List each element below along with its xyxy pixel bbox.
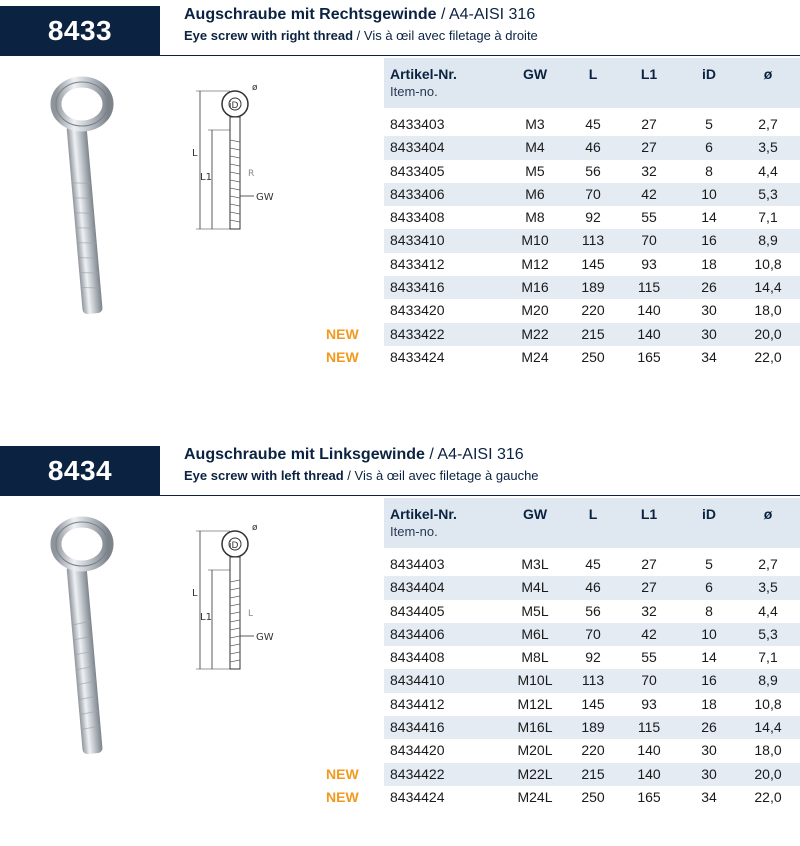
table-header xyxy=(384,498,800,548)
cell-l: 45 xyxy=(585,116,601,132)
cell-id: 34 xyxy=(701,348,717,365)
cell-gw: M5L xyxy=(521,602,549,619)
cell-id: 6 xyxy=(705,139,713,156)
col-l: L xyxy=(588,66,598,82)
cell-l: 189 xyxy=(581,719,605,736)
cell-diameter: 14,4 xyxy=(754,279,782,296)
cell-article: 8433416 xyxy=(390,279,445,296)
cell-l: 46 xyxy=(585,579,601,596)
cell-gw: M4 xyxy=(525,139,545,156)
cell-l: 113 xyxy=(581,232,605,249)
cell-diameter: 10,8 xyxy=(754,255,782,272)
cell-article: 8433404 xyxy=(390,139,445,156)
cell-l: 220 xyxy=(581,742,605,759)
cell-gw: M8L xyxy=(521,649,549,666)
cell-gw: M3L xyxy=(521,556,549,572)
cell-diameter: 18,0 xyxy=(754,742,782,759)
cell-l1: 55 xyxy=(641,649,657,666)
cell-l1: 115 xyxy=(637,719,661,736)
table-row xyxy=(384,160,800,183)
cell-l1: 42 xyxy=(641,185,657,202)
table-row xyxy=(384,113,800,136)
cell-l: 250 xyxy=(581,788,605,805)
cell-id: 8 xyxy=(705,162,713,179)
drawing-label-thread: L xyxy=(248,609,254,619)
header-rule xyxy=(160,55,800,56)
drawing-label-gw: GW xyxy=(256,632,274,643)
cell-l1: 27 xyxy=(641,116,657,132)
table-row xyxy=(326,763,800,786)
cell-id: 6 xyxy=(705,579,713,596)
cell-l1: 55 xyxy=(641,209,657,226)
cell-diameter: 2,7 xyxy=(758,116,778,132)
col-gw: GW xyxy=(522,66,548,82)
cell-diameter: 7,1 xyxy=(758,649,778,666)
col-id: iD xyxy=(702,506,716,522)
cell-l: 45 xyxy=(585,556,601,572)
cell-id: 14 xyxy=(701,209,717,226)
cell-diameter: 14,4 xyxy=(754,719,782,736)
table-row xyxy=(384,253,800,276)
cell-article: 8433405 xyxy=(390,162,445,179)
cell-l: 70 xyxy=(585,625,601,642)
cell-diameter: 20,0 xyxy=(754,325,782,342)
cell-id: 26 xyxy=(701,719,717,736)
table-body xyxy=(326,553,800,809)
product-code-badge: 8433 xyxy=(0,6,160,56)
col-l1: L1 xyxy=(640,506,658,522)
table-row xyxy=(384,183,800,206)
cell-l1: 93 xyxy=(641,255,657,272)
header-rule xyxy=(160,495,800,496)
drawing-label-l1: L1 xyxy=(200,172,212,183)
cell-article: 8434410 xyxy=(390,672,445,689)
drawing-label-thread: R xyxy=(248,169,255,179)
cell-l1: 27 xyxy=(641,556,657,572)
col-diameter: ø xyxy=(763,506,773,522)
cell-article: 8434424 xyxy=(390,788,445,805)
cell-diameter: 3,5 xyxy=(758,139,778,156)
cell-gw: M20L xyxy=(517,742,553,759)
cell-article: 8434416 xyxy=(390,719,445,736)
cell-article: 8433420 xyxy=(390,302,445,319)
cell-article: 8434404 xyxy=(390,579,445,596)
cell-l1: 27 xyxy=(641,579,657,596)
cell-id: 5 xyxy=(705,116,713,132)
cell-gw: M4L xyxy=(521,579,549,596)
table-row xyxy=(384,206,800,229)
drawing-label-id: iD xyxy=(229,101,239,111)
table-row xyxy=(384,623,800,646)
product-subtitle xyxy=(184,28,538,43)
drawing-label-l: L xyxy=(192,148,198,159)
table-row xyxy=(384,600,800,623)
cell-l1: 27 xyxy=(641,139,657,156)
cell-article: 8434405 xyxy=(390,602,445,619)
cell-article: 8434408 xyxy=(390,649,445,666)
drawing-label-id: iD xyxy=(229,541,239,551)
cell-id: 16 xyxy=(701,232,717,249)
cell-l: 92 xyxy=(585,649,601,666)
cell-article: 8434422 xyxy=(390,765,445,782)
spec-table xyxy=(326,58,800,369)
cell-id: 16 xyxy=(701,672,717,689)
product-subtitle-en: Eye screw with left thread xyxy=(184,468,344,483)
product-subtitle-fr: / Vis à œil avec filetage à droite xyxy=(353,28,538,43)
cell-gw: M24 xyxy=(521,348,549,365)
table-row xyxy=(326,323,800,346)
cell-gw: M12 xyxy=(521,255,549,272)
cell-article: 8433422 xyxy=(390,325,445,342)
cell-id: 18 xyxy=(701,255,717,272)
col-article: Artikel-Nr. xyxy=(390,506,457,522)
table-row xyxy=(384,576,800,599)
table-row xyxy=(384,739,800,762)
product-code-badge: 8434 xyxy=(0,446,160,496)
col-item-no: Item-no. xyxy=(390,524,438,539)
product-title-material: / A4-AISI 316 xyxy=(424,446,524,463)
cell-gw: M24L xyxy=(517,788,553,805)
new-badge: NEW xyxy=(326,765,359,782)
cell-diameter: 5,3 xyxy=(758,185,778,202)
cell-l1: 165 xyxy=(637,788,661,805)
cell-l1: 70 xyxy=(641,232,657,249)
cell-id: 5 xyxy=(705,556,713,572)
product-title xyxy=(184,446,524,464)
cell-diameter: 7,1 xyxy=(758,209,778,226)
table-row xyxy=(384,646,800,669)
cell-l1: 70 xyxy=(641,672,657,689)
drawing-label-gw: GW xyxy=(256,192,274,203)
cell-article: 8434403 xyxy=(390,556,445,572)
product-subtitle xyxy=(184,468,539,483)
cell-gw: M12L xyxy=(517,695,553,712)
eye-screw-drawing xyxy=(180,78,290,238)
cell-gw: M16 xyxy=(521,279,549,296)
cell-gw: M16L xyxy=(517,719,553,736)
cell-l1: 32 xyxy=(641,602,657,619)
drawing-label-l: L xyxy=(192,588,198,599)
cell-l: 56 xyxy=(585,162,601,179)
new-badge: NEW xyxy=(326,788,359,805)
table-row xyxy=(384,553,800,576)
cell-l: 70 xyxy=(585,185,601,202)
cell-l1: 140 xyxy=(637,765,661,782)
new-badge: NEW xyxy=(326,348,359,365)
cell-gw: M10L xyxy=(517,672,553,689)
cell-id: 30 xyxy=(701,325,717,342)
cell-diameter: 4,4 xyxy=(758,602,778,619)
cell-article: 8434420 xyxy=(390,742,445,759)
product-section-8433 xyxy=(0,0,800,420)
new-badge: NEW xyxy=(326,325,359,342)
eye-screw-drawing xyxy=(180,518,290,678)
cell-l: 215 xyxy=(581,325,605,342)
cell-id: 10 xyxy=(701,185,717,202)
cell-gw: M22L xyxy=(517,765,553,782)
drawing-label-l1: L1 xyxy=(200,612,212,623)
cell-diameter: 8,9 xyxy=(758,232,778,249)
cell-diameter: 4,4 xyxy=(758,162,778,179)
col-id: iD xyxy=(702,66,716,82)
product-title-de: Augschraube mit Rechtsgewinde xyxy=(184,6,437,23)
product-subtitle-en: Eye screw with right thread xyxy=(184,28,354,43)
product-subtitle-fr: / Vis à œil avec filetage à gauche xyxy=(343,468,539,483)
cell-article: 8433410 xyxy=(390,232,445,249)
cell-diameter: 3,5 xyxy=(758,579,778,596)
cell-gw: M6 xyxy=(525,185,545,202)
cell-id: 18 xyxy=(701,695,717,712)
cell-l: 215 xyxy=(581,765,605,782)
col-article: Artikel-Nr. xyxy=(390,66,457,82)
product-section-8434 xyxy=(0,440,800,846)
cell-id: 30 xyxy=(701,765,717,782)
cell-l1: 140 xyxy=(637,742,661,759)
cell-l: 220 xyxy=(581,302,605,319)
table-row xyxy=(384,229,800,252)
cell-id: 14 xyxy=(701,649,717,666)
product-title xyxy=(184,6,535,24)
col-l: L xyxy=(588,506,598,522)
col-item-no: Item-no. xyxy=(390,84,438,99)
cell-l: 113 xyxy=(581,672,605,689)
eye-screw-photo xyxy=(40,72,130,322)
col-l1: L1 xyxy=(640,66,658,82)
cell-id: 26 xyxy=(701,279,717,296)
product-title-de: Augschraube mit Linksgewinde xyxy=(184,446,425,463)
cell-gw: M22 xyxy=(521,325,549,342)
cell-gw: M8 xyxy=(525,209,545,226)
cell-id: 34 xyxy=(701,788,717,805)
cell-l1: 140 xyxy=(637,302,661,319)
table-row xyxy=(384,136,800,159)
cell-article: 8433403 xyxy=(390,116,445,132)
cell-l: 46 xyxy=(585,139,601,156)
cell-diameter: 22,0 xyxy=(754,788,782,805)
cell-diameter: 10,8 xyxy=(754,695,782,712)
table-header xyxy=(384,58,800,108)
cell-gw: M3 xyxy=(525,116,545,132)
spec-table xyxy=(326,498,800,809)
cell-id: 10 xyxy=(701,625,717,642)
cell-article: 8433412 xyxy=(390,255,445,272)
cell-gw: M10 xyxy=(521,232,549,249)
cell-article: 8433408 xyxy=(390,209,445,226)
cell-l: 56 xyxy=(585,602,601,619)
table-row xyxy=(326,786,800,809)
drawing-label-diameter: ø xyxy=(252,83,258,93)
cell-diameter: 18,0 xyxy=(754,302,782,319)
cell-article: 8433406 xyxy=(390,185,445,202)
cell-l1: 115 xyxy=(637,279,661,296)
cell-l: 250 xyxy=(581,348,605,365)
cell-l1: 42 xyxy=(641,625,657,642)
cell-gw: M6L xyxy=(521,625,549,642)
cell-l1: 165 xyxy=(637,348,661,365)
eye-screw-photo xyxy=(40,512,130,762)
cell-diameter: 20,0 xyxy=(754,765,782,782)
cell-article: 8433424 xyxy=(390,348,445,365)
col-diameter: ø xyxy=(763,66,773,82)
table-row xyxy=(384,716,800,739)
cell-l: 145 xyxy=(581,695,605,712)
cell-diameter: 8,9 xyxy=(758,672,778,689)
product-title-material: / A4-AISI 316 xyxy=(436,6,536,23)
cell-id: 8 xyxy=(705,602,713,619)
cell-l1: 93 xyxy=(641,695,657,712)
cell-article: 8434406 xyxy=(390,625,445,642)
cell-l: 189 xyxy=(581,279,605,296)
table-row xyxy=(384,693,800,716)
table-row xyxy=(326,346,800,369)
col-gw: GW xyxy=(522,506,548,522)
cell-article: 8434412 xyxy=(390,695,445,712)
cell-diameter: 5,3 xyxy=(758,625,778,642)
table-body xyxy=(326,113,800,369)
table-row xyxy=(384,276,800,299)
cell-diameter: 22,0 xyxy=(754,348,782,365)
cell-l: 145 xyxy=(581,255,605,272)
cell-gw: M20 xyxy=(521,302,549,319)
cell-l1: 32 xyxy=(641,162,657,179)
drawing-label-diameter: ø xyxy=(252,523,258,533)
cell-l: 92 xyxy=(585,209,601,226)
cell-diameter: 2,7 xyxy=(758,556,778,572)
cell-gw: M5 xyxy=(525,162,545,179)
cell-l1: 140 xyxy=(637,325,661,342)
cell-id: 30 xyxy=(701,302,717,319)
cell-id: 30 xyxy=(701,742,717,759)
table-row xyxy=(384,669,800,692)
table-row xyxy=(384,299,800,322)
